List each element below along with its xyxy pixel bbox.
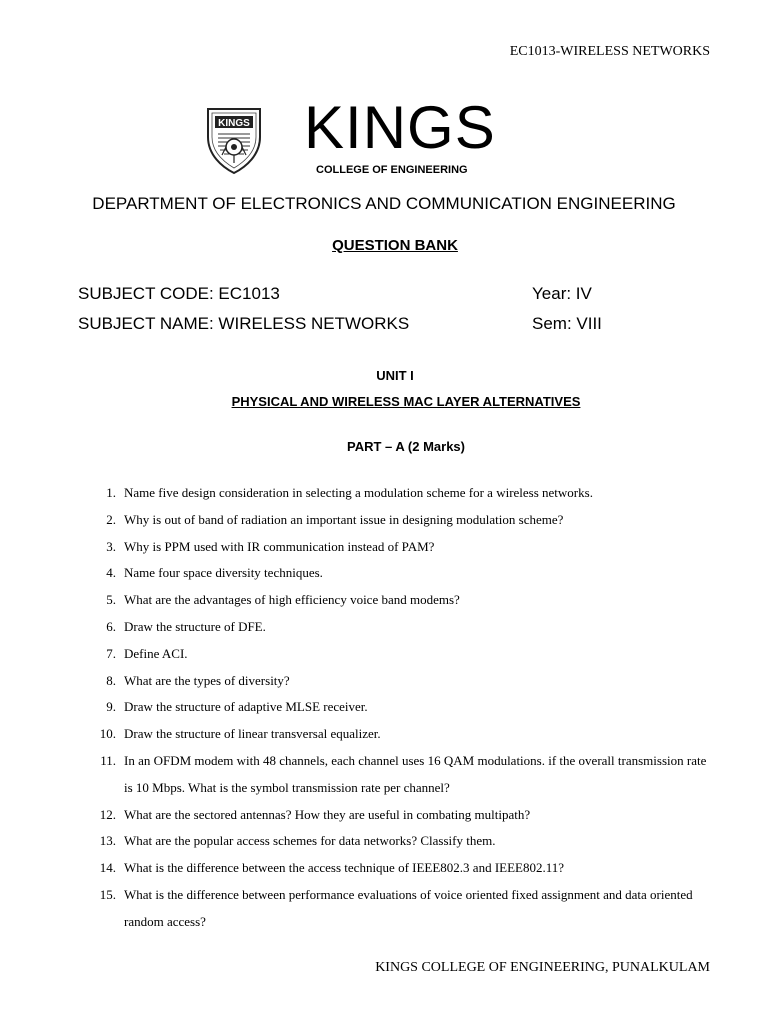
question-number: 14. [99,860,116,876]
question-item [0,507,768,534]
question-text: What is the difference between the access technique of IEEE802.3 and IEEE802.11? [124,860,565,876]
college-brand-subtitle: COLLEGE OF ENGINEERING [316,164,468,176]
question-number: 6. [106,618,116,634]
question-item [0,641,768,668]
question-item [0,694,768,721]
question-text: Define ACI. [124,645,188,661]
question-text: Draw the structure of DFE. [124,618,266,634]
question-item [0,855,768,882]
subject-name: SUBJECT NAME: WIRELESS NETWORKS [78,314,410,333]
question-list [0,480,768,936]
question-item [0,534,768,561]
college-brand-name: KINGS [304,94,496,161]
document-title: QUESTION BANK [332,237,458,254]
question-number: 8. [106,672,116,688]
question-text: Why is PPM used with IR communication instead of PAM? [124,538,435,554]
question-number: 11. [100,752,116,768]
question-item [0,882,768,936]
question-number: 1. [106,485,116,500]
semester-label: Sem: VIII [532,314,602,333]
question-text: Why is out of band of radiation an important issue in designing modulation scheme? [124,511,564,527]
question-number: 7. [106,645,116,661]
running-header: EC1013-WIRELESS NETWORKS [509,44,710,59]
question-number: 15. [99,886,116,902]
shield-emblem-icon [206,107,262,175]
question-text: In an OFDM modem with 48 channels, each channel uses 16 QAM modulations. if the overall transmission rate is 10 Mbps. What is the symbol transmission rate per channel? [124,752,707,795]
question-item [0,828,768,855]
question-text: Draw the structure of adaptive MLSE receiver. [124,699,368,715]
question-item [0,802,768,829]
question-number: 13. [99,833,116,849]
unit-title: UNIT I [376,368,414,383]
question-text: Name five design consideration in selecting a modulation scheme for a wireless networks. [124,485,593,500]
question-text: What are the types of diversity? [124,672,290,688]
question-text: Draw the structure of linear transversal equalizer. [124,726,381,742]
question-number: 4. [106,565,116,581]
question-item [0,668,768,695]
question-item [0,748,768,802]
question-item [0,721,768,748]
question-text: What are the sectored antennas? How they are useful in combating multipath? [124,806,531,822]
department-heading: DEPARTMENT OF ELECTRONICS AND COMMUNICATION ENGINEERING [92,194,676,213]
question-item [0,614,768,641]
unit-subtitle: PHYSICAL AND WIRELESS MAC LAYER ALTERNATIVES [231,394,581,409]
question-number: 12. [99,806,116,822]
subject-code: SUBJECT CODE: EC1013 [78,284,280,303]
question-number: 9. [106,699,116,715]
question-number: 2. [106,511,116,527]
question-text: What are the advantages of high efficiency voice band modems? [124,592,460,608]
question-item [0,480,768,507]
college-logo [206,107,262,175]
question-text: Name four space diversity techniques. [124,565,323,581]
question-number: 3. [106,538,116,554]
question-number: 5. [106,592,116,608]
running-footer: KINGS COLLEGE OF ENGINEERING, PUNALKULAM [375,960,710,975]
logo-text: KINGS [218,118,250,129]
question-text: What is the difference between performance evaluations of voice oriented fixed assignment and data oriented random access? [124,886,693,929]
question-item [0,587,768,614]
question-item [0,560,768,587]
question-number: 10. [99,726,116,742]
question-text: What are the popular access schemes for data networks? Classify them. [124,833,496,849]
part-heading: PART – A (2 Marks) [347,439,465,454]
year-label: Year: IV [532,284,592,303]
